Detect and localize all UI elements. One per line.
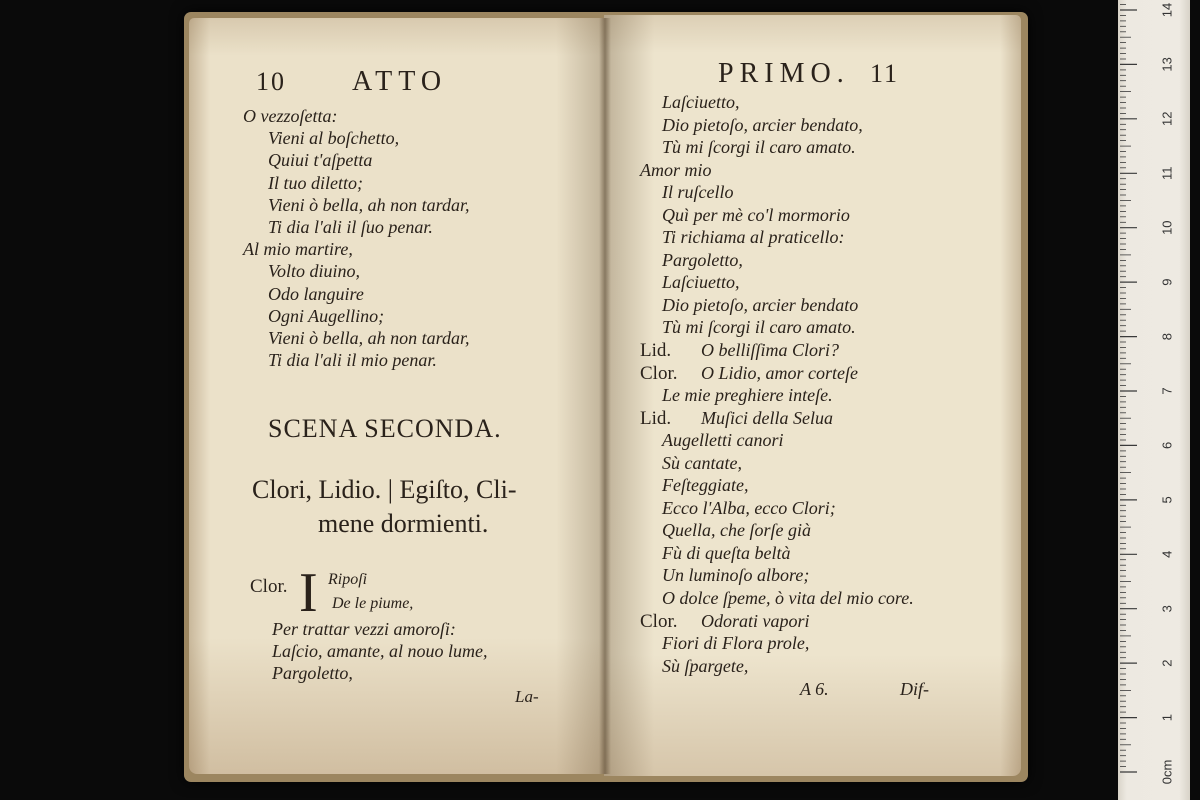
- speech-line: [640, 610, 914, 633]
- catchword: Dif-: [900, 679, 929, 699]
- ruler-label: 6: [1159, 441, 1175, 450]
- ruler-label: 1: [1159, 713, 1175, 722]
- verse-text: O Lidio, amor corteſe: [701, 362, 858, 383]
- ruler-label: 0cm: [1159, 759, 1175, 785]
- verse-line: Pargoletto,: [662, 249, 743, 270]
- speaker-label: Lid.: [640, 340, 672, 362]
- speaker-label: Clor.: [250, 576, 288, 597]
- ruler-label: 2: [1159, 659, 1175, 667]
- verse-line: Al mio martire,: [243, 239, 353, 260]
- verse-line: Volto diuino,: [268, 261, 361, 282]
- cast-list-line: mene dormienti.: [318, 509, 489, 538]
- verse-line: Quiui t'aſpetta: [268, 150, 373, 171]
- ruler-label: 11: [1159, 166, 1175, 181]
- speaker-label: Clor.: [640, 362, 678, 384]
- verse-text: O belliſſima Clori?: [701, 340, 840, 361]
- verse-line: Vieni ò bella, ah non tardar,: [268, 327, 470, 348]
- verse-line: Il tuo diletto;: [268, 172, 363, 193]
- ruler-label: 9: [1159, 278, 1175, 286]
- verse-line: Feſteggiate,: [662, 475, 749, 496]
- left-speech-block: [272, 618, 487, 685]
- verse-line: Il ruſcello: [662, 182, 734, 203]
- speech-line: [640, 362, 914, 385]
- verse-line: Vieni ò bella, ah non tardar,: [268, 194, 470, 215]
- ruler-label: 4: [1159, 550, 1175, 558]
- speech-line: [640, 339, 914, 362]
- right-running-head: PRIMO.: [718, 58, 850, 89]
- ruler-label: 14: [1159, 2, 1175, 18]
- left-verse-block: [243, 105, 470, 371]
- cast-list-line: Clori, Lidio. | Egiſto, Cli-: [252, 475, 517, 504]
- verse-line: Ti dia l'ali il ſuo penar.: [268, 216, 433, 237]
- measuring-ruler: [1118, 0, 1190, 800]
- verse-line: Tù mi ſcorgi il caro amato.: [662, 317, 856, 338]
- ruler-label: 13: [1159, 57, 1175, 72]
- ruler-label: 12: [1159, 111, 1175, 127]
- verse-line: Ecco l'Alba, ecco Clori;: [662, 497, 836, 518]
- verse-line: Vieni al boſchetto,: [268, 128, 400, 149]
- catchword: La-: [515, 687, 539, 706]
- speaker-label: Lid.: [640, 407, 672, 429]
- signature-mark: A 6.: [800, 679, 829, 699]
- verse-line: Per trattar vezzi amoroſi:: [272, 619, 456, 639]
- verse-line: Ogni Augellino;: [268, 305, 385, 326]
- verse-line: Amor mio: [640, 159, 712, 180]
- verse-line: Augelletti canori: [662, 430, 784, 451]
- verse-line: Quì per mè co'l mormorio: [662, 204, 850, 225]
- left-running-head: ATTO: [352, 66, 448, 97]
- verse-line: Dio pietoſo, arcier bendato,: [662, 114, 863, 135]
- verse-line: O dolce ſpeme, ò vita del mio core.: [662, 588, 914, 609]
- right-verse-block: [640, 91, 914, 677]
- ruler-label: 3: [1159, 605, 1175, 613]
- ruler-label: 8: [1159, 332, 1175, 341]
- verse-line: Un luminoſo albore;: [662, 565, 810, 586]
- verse-line: De le piume,: [332, 595, 414, 612]
- verse-line: Ripoſi: [328, 571, 368, 588]
- verse-line: Tù mi ſcorgi il caro amato.: [662, 137, 856, 158]
- ruler-label: 5: [1159, 496, 1175, 504]
- right-page-number: 11: [870, 59, 900, 88]
- ruler-label: 7: [1159, 387, 1175, 395]
- speaker-label: Clor.: [640, 610, 678, 632]
- ruler-scale: [1118, 0, 1190, 800]
- left-page-number: 10: [256, 67, 286, 96]
- book-gutter: [599, 18, 611, 774]
- verse-line: Fiori di Flora prole,: [662, 633, 810, 654]
- verse-line: Fù di queſta beltà: [662, 542, 791, 563]
- speech-line: [640, 407, 914, 430]
- verse-line: Sù cantate,: [662, 452, 742, 473]
- verse-line: Ti richiama al praticello:: [662, 227, 845, 248]
- drop-cap-initial: I: [299, 562, 318, 624]
- verse-line: Laſciuetto,: [662, 272, 740, 293]
- verse-line: Laſciuetto,: [662, 92, 740, 112]
- verse-line: O vezzoſetta:: [243, 106, 338, 126]
- verse-line: Odo languire: [268, 283, 364, 304]
- scene-heading: SCENA SECONDA.: [268, 414, 502, 443]
- verse-line: Le mie preghiere inteſe.: [662, 385, 833, 406]
- verse-line: Sù ſpargete,: [662, 655, 749, 676]
- verse-line: Ti dia l'ali il mio penar.: [268, 350, 437, 371]
- verse-text: Muſici della Selua: [701, 407, 833, 428]
- verse-line: Laſcio, amante, al nouo lume,: [272, 641, 488, 662]
- verse-line: Pargoletto,: [272, 663, 353, 684]
- verse-text: Odorati vapori: [701, 610, 810, 631]
- verse-line: Dio pietoſo, arcier bendato: [662, 294, 859, 315]
- ruler-label: 10: [1159, 220, 1175, 235]
- verse-line: Quella, che ſorſe già: [662, 520, 811, 541]
